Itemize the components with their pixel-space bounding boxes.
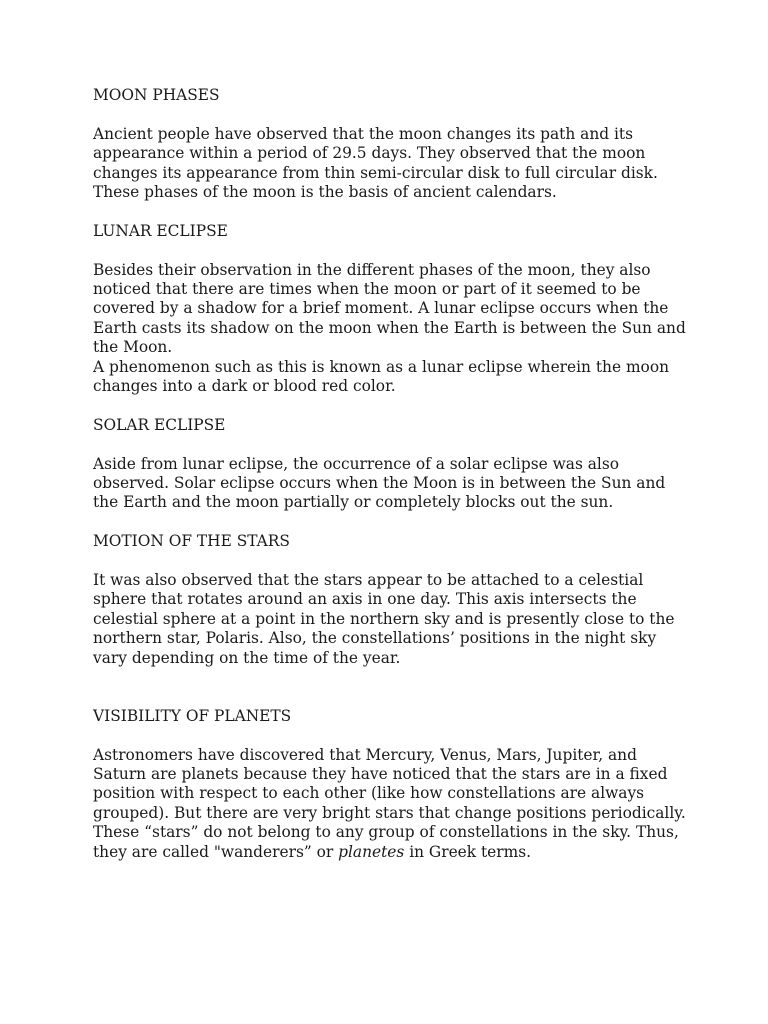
lunar-eclipse-text-2: A phenomenon such as this is known as a lunar eclipse wherein the moon changes into a dark or blood red color. xyxy=(93,357,669,396)
heading-solar-eclipse: SOLAR ECLIPSE xyxy=(93,415,226,434)
heading-visibility-of-planets: VISIBILITY OF PLANETS xyxy=(93,706,292,725)
lunar-eclipse-text-1: Besides their observation in the different phases of the moon, they also noticed that there are times when the moon or part of it seemed to be covered by a shadow for a brief moment. A lunar eclipse occurs when the Earth casts its shadow on the moon when the Earth is between the Sun and the Moon. xyxy=(93,260,686,357)
paragraph-visibility-of-planets xyxy=(93,746,693,862)
paragraph-lunar-eclipse xyxy=(93,261,693,397)
paragraph-motion-of-the-stars: It was also observed that the stars appear to be attached to a celestial sphere that rotates around an axis in one day. This axis intersects the celestial sphere at a point in the northern sky and is presently close to the northern star, Polaris. Also, the constellations’ positions in the night sky vary depending on the time of the year. xyxy=(93,571,675,667)
planets-text-before: Astronomers have discovered that Mercury, Venus, Mars, Jupiter, and Saturn are planets because they have noticed that the stars are in a fixed position with respect to each other (like how constellations are always grouped). But there are very bright stars that change positions periodically. These “stars” do not belong to any group of constellations in the sky. Thus, they are called "wanderers” or xyxy=(93,745,686,861)
heading-motion-of-the-stars: MOTION OF THE STARS xyxy=(93,532,290,551)
planets-text-after: in Greek terms. xyxy=(404,842,532,861)
paragraph-moon-phases: Ancient people have observed that the moon changes its path and its appearance within a period of 29.5 days. They observed that the moon changes its appearance from thin semi-circular disk to full circular disk. These phases of the moon is the basis of ancient calendars. xyxy=(93,124,658,202)
document-page xyxy=(93,86,693,862)
paragraph-solar-eclipse: Aside from lunar eclipse, the occurrence of a solar eclipse was also observed. Solar eclipse occurs when the Moon is in between the Sun and the Earth and the moon partially or completely blocks out the sun. xyxy=(93,454,666,512)
heading-lunar-eclipse: LUNAR ECLIPSE xyxy=(93,221,228,240)
planets-text-italic: planetes xyxy=(338,842,405,861)
heading-moon-phases: MOON PHASES xyxy=(93,86,220,104)
